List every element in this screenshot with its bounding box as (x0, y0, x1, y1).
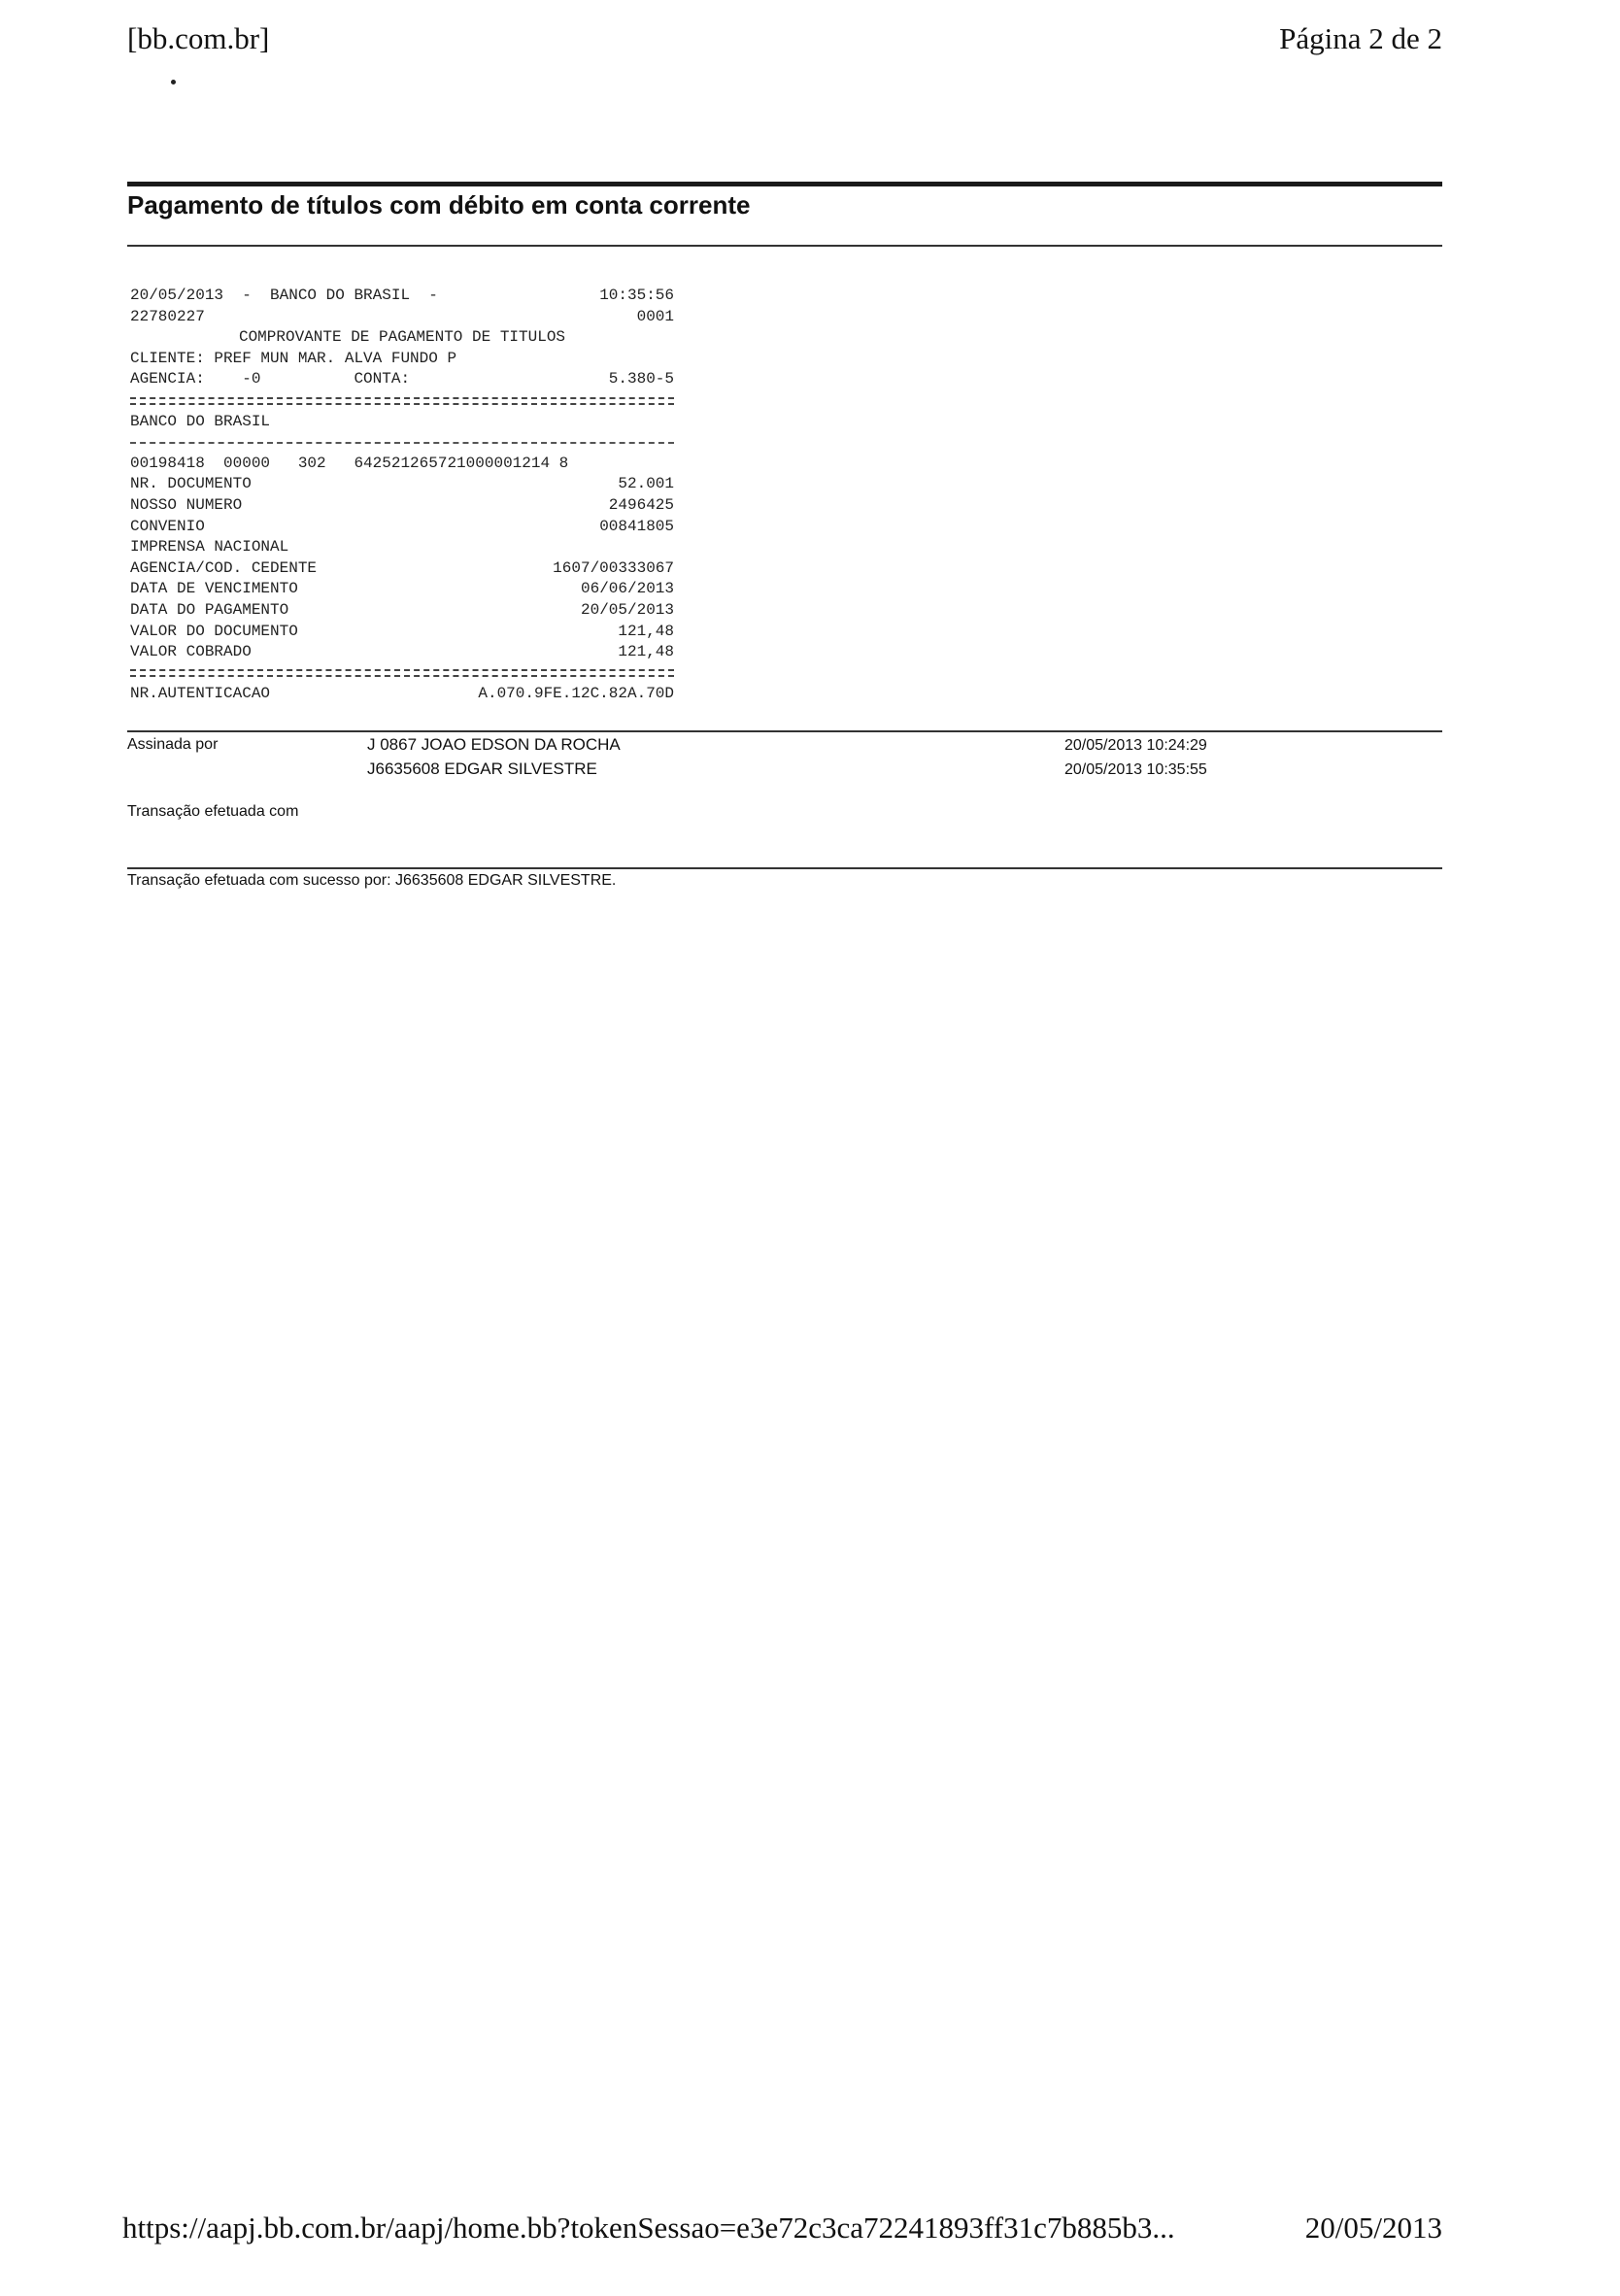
title-bottom-rule (127, 245, 1442, 247)
receipt-date-bank: 20/05/2013 - BANCO DO BRASIL - (130, 287, 438, 304)
receipt-time: 10:35:56 (599, 287, 674, 304)
signed-by-label: Assinada por (127, 736, 219, 753)
page-number: Página 2 de 2 (1279, 21, 1442, 55)
separator-double (130, 663, 674, 685)
receipt-account-line (130, 369, 674, 390)
title-top-rule (127, 182, 1442, 186)
receipt-bank-name: BANCO DO BRASIL (130, 412, 271, 430)
receipt-authentication (130, 684, 674, 705)
receipt-barcode: 00198418 00000 302 642521265721000001214 8 (130, 454, 569, 472)
receipt-row: NR. DOCUMENTO 52.001 (130, 475, 674, 493)
signer-2: J6635608 EDGAR SILVESTRE (367, 760, 597, 778)
receipt-row: IMPRENSA NACIONAL (130, 538, 289, 557)
transaction-note-1: Transação efetuada com (127, 803, 299, 820)
signer-1: J 0867 JOAO EDSON DA ROCHA (367, 735, 621, 754)
signature-rule (127, 730, 1442, 732)
receipt-row: DATA DE VENCIMENTO 06/06/2013 (130, 580, 674, 598)
transaction-rule (127, 867, 1442, 869)
receipt-client: CLIENTE: PREF MUN MAR. ALVA FUNDO P (130, 349, 457, 367)
receipt-row: CONVENIO 00841805 (130, 517, 674, 535)
receipt-seq: 0001 (636, 307, 674, 325)
payment-receipt (130, 286, 674, 705)
receipt-agency: AGENCIA: -0 CONTA: (130, 370, 411, 388)
receipt-row: DATA DO PAGAMENTO 20/05/2013 (130, 600, 674, 619)
receipt-account: 5.380-5 (608, 370, 674, 388)
signer-1-date: 20/05/2013 10:24:29 (1064, 737, 1207, 754)
receipt-row: VALOR COBRADO 121,48 (130, 643, 674, 661)
receipt-id-line (130, 307, 674, 328)
bullet-mark (171, 80, 176, 84)
receipt-id: 22780227 (130, 307, 205, 325)
receipt-header-line (130, 286, 674, 307)
footer-date: 20/05/2013 (1304, 2211, 1442, 2245)
footer-url: https://aapj.bb.com.br/aapj/home.bb?tokenSessao=e3e72c3ca72241893ff31c7b885b3... (122, 2211, 1175, 2245)
authentication-label: NR.AUTENTICACAO (130, 685, 271, 703)
receipt-row: VALOR DO DOCUMENTO 121,48 (130, 622, 674, 640)
page-title: Pagamento de títulos com débito em conta corrente (127, 190, 751, 219)
receipt-title: COMPROVANTE DE PAGAMENTO DE TITULOS (238, 328, 566, 347)
receipt-row: AGENCIA/COD. CEDENTE 1607/00333067 (130, 558, 674, 577)
receipt-row: NOSSO NUMERO 2496425 (130, 495, 674, 514)
separator-double (130, 390, 674, 412)
transaction-note-2: Transação efetuada com sucesso por: J6635608 EDGAR SILVESTRE. (127, 872, 617, 889)
signer-2-date: 20/05/2013 10:35:55 (1064, 761, 1207, 778)
separator-dashed (130, 432, 674, 454)
header-site: [bb.com.br] (127, 21, 270, 55)
authentication-code: A.070.9FE.12C.82A.70D (478, 685, 674, 703)
